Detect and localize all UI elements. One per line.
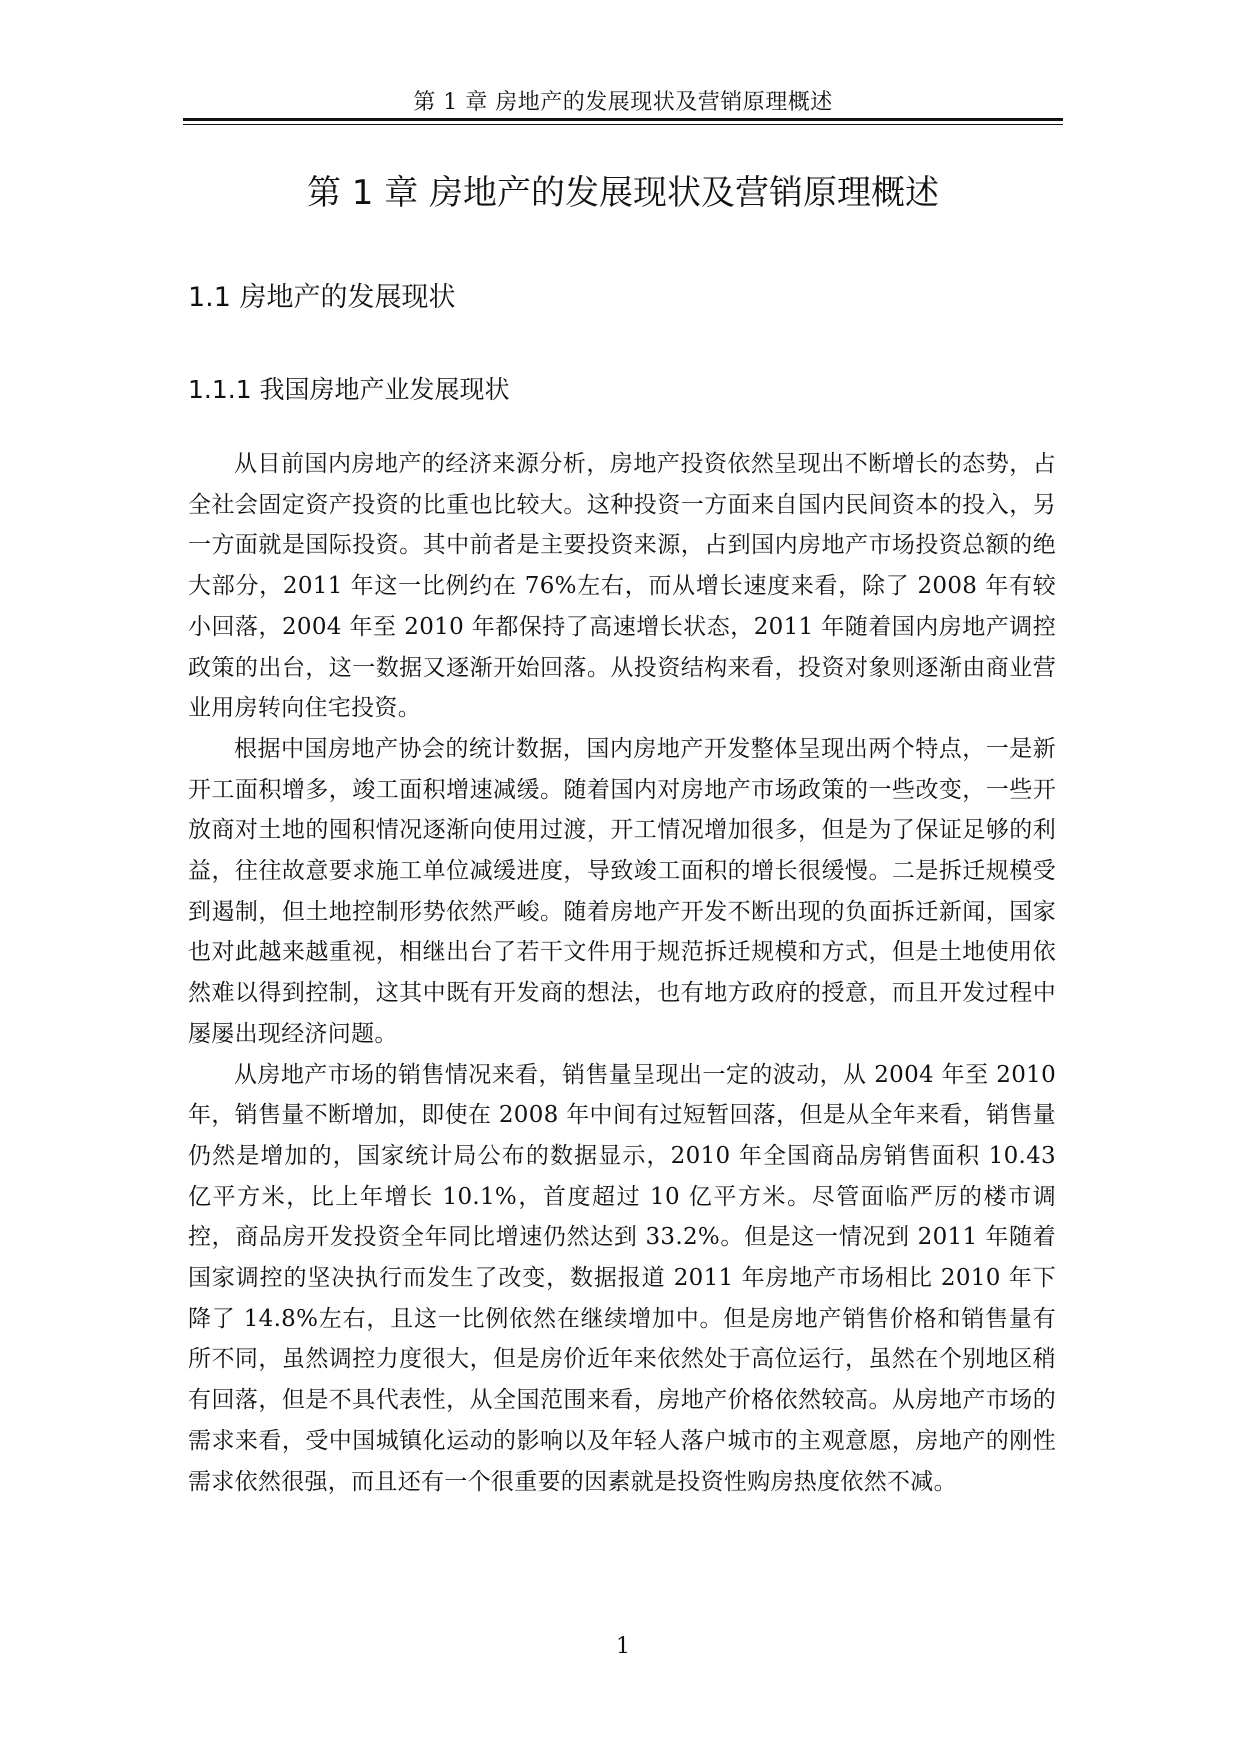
paragraph: 从目前国内房地产的经济来源分析，房地产投资依然呈现出不断增长的态势，占全社会固定资产投资的比重也比较大。这种投资一方面来自国内民间资本的投入，另一方面就是国际投资。其中前者是主要投资来源，占到国内房地产市场投资总额的绝大部分，2011 年这一比例约在 76%左右，而从增长速度来看，除了 2008 年有较小回落，2004 年至 2010 年都保持了高速增长状态，2011 年随着国内房地产调控政策的出台，这一数据又逐渐开始回落。从投资结构来看，投资对象则逐渐由商业营业用房转向住宅投资。 xyxy=(188,451,1056,722)
paragraph: 从房地产市场的销售情况来看，销售量呈现出一定的波动，从 2004 年至 2010 年，销售量不断增加，即使在 2008 年中间有过短暂回落，但是从全年来看，销售量仍然是增加的，国家统计局公布的数据显示，2010 年全国商品房销售面积 10.43 亿平方米，比上年增长 10.1%，首度超过 10 亿平方米。尽管面临严厉的楼市调控，商品房开发投资全年同比增速仍然达到 33.2%。但是这一情况到 2011 年随着国家调控的坚决执行而发生了改变，数据报道 2011 年房地产市场相比 2010 年下降了 14.8%左右，且这一比例依然在继续增加中。但是房地产销售价格和销售量有所不同，虽然调控力度很大，但是房价近年来依然处于高位运行，虽然在个别地区稍有回落，但是不具代表性，从全国范围来看，房地产价格依然较高。从房地产市场的需求来看，受中国城镇化运动的影响以及年轻人落户城市的主观意愿，房地产的刚性需求依然很强，而且还有一个很重要的因素就是投资性购房热度依然不减。 xyxy=(188,1061,1056,1495)
running-header: 第 1 章 房地产的发展现状及营销原理概述 xyxy=(413,90,833,115)
header-rule-thin xyxy=(183,124,1063,125)
section-heading: 1.1 房地产的发展现状 xyxy=(188,282,456,313)
paragraph: 根据中国房地产协会的统计数据，国内房地产开发整体呈现出两个特点，一是新开工面积增多，竣工面积增速减缓。随着国内对房地产市场政策的一些改变，一些开放商对土地的囤积情况逐渐向使用过渡，开工情况增加很多，但是为了保证足够的利益，往往故意要求施工单位减缓进度，导致竣工面积的增长很缓慢。二是拆迁规模受到遏制，但土地控制形势依然严峻。随着房地产开发不断出现的负面拆迁新闻，国家也对此越来越重视，相继出台了若干文件用于规范拆迁规模和方式，但是土地使用依然难以得到控制，这其中既有开发商的想法，也有地方政府的授意，而且开发过程中屡屡出现经济问题。 xyxy=(188,735,1056,1047)
header-rule-thick xyxy=(183,118,1063,121)
page-number: 1 xyxy=(616,1634,630,1659)
subsection-heading: 1.1.1 我国房地产业发展现状 xyxy=(188,375,510,404)
chapter-title: 第 1 章 房地产的发展现状及营销原理概述 xyxy=(306,173,940,213)
body-text xyxy=(188,444,1056,1502)
